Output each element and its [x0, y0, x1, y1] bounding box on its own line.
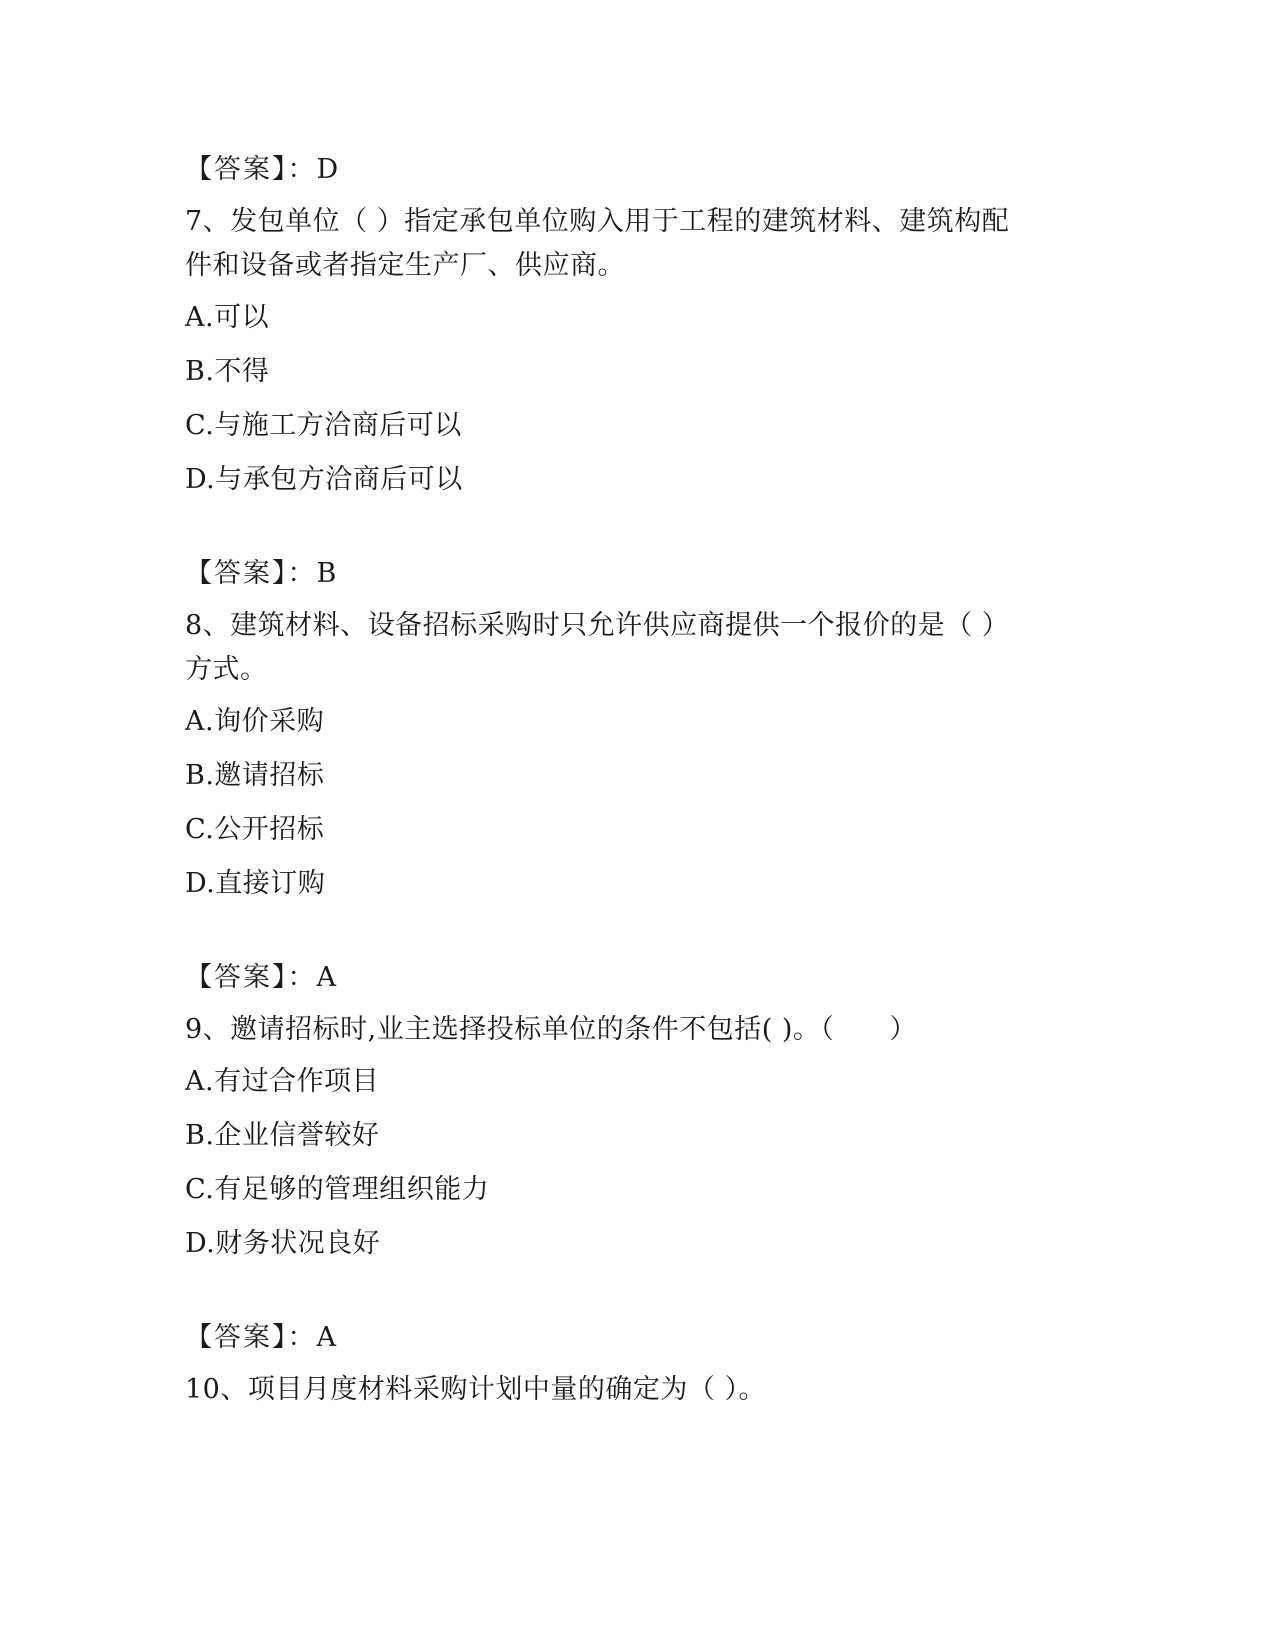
answer-line: 【答案】：A — [185, 1322, 338, 1353]
answer-line: 【答案】：D — [185, 154, 341, 185]
question-7-option-a: A.可以 — [185, 302, 270, 333]
question-7-option-d: D.与承包方洽商后可以 — [185, 464, 463, 495]
question-8-option-d: D.直接订购 — [185, 868, 326, 899]
question-7-stem-continued: 件和设备或者指定生产厂、供应商。 — [185, 250, 625, 281]
question-8-option-a: A.询价采购 — [185, 706, 325, 737]
question-9-stem: 9、邀请招标时,业主选择投标单位的条件不包括( )。（ ） — [185, 1014, 917, 1045]
answer-line: 【答案】：B — [185, 558, 339, 589]
question-7-stem: 7、发包单位（ ）指定承包单位购入用于工程的建筑材料、建筑构配 — [185, 206, 1010, 237]
question-9-option-c: C.有足够的管理组织能力 — [185, 1174, 490, 1205]
answer-line: 【答案】：A — [185, 962, 338, 993]
question-7-option-b: B.不得 — [185, 356, 270, 387]
question-10-stem: 10、项目月度材料采购计划中量的确定为（ ）。 — [185, 1374, 766, 1405]
question-7-option-c: C.与施工方洽商后可以 — [185, 410, 462, 441]
question-8-option-c: C.公开招标 — [185, 814, 325, 845]
question-8-option-b: B.邀请招标 — [185, 760, 325, 791]
question-8-stem-continued: 方式。 — [185, 654, 268, 685]
question-9-option-b: B.企业信誉较好 — [185, 1120, 380, 1151]
question-8-stem: 8、建筑材料、设备招标采购时只允许供应商提供一个报价的是（ ） — [185, 610, 1010, 641]
question-9-option-d: D.财务状况良好 — [185, 1228, 381, 1259]
question-9-option-a: A.有过合作项目 — [185, 1066, 380, 1097]
